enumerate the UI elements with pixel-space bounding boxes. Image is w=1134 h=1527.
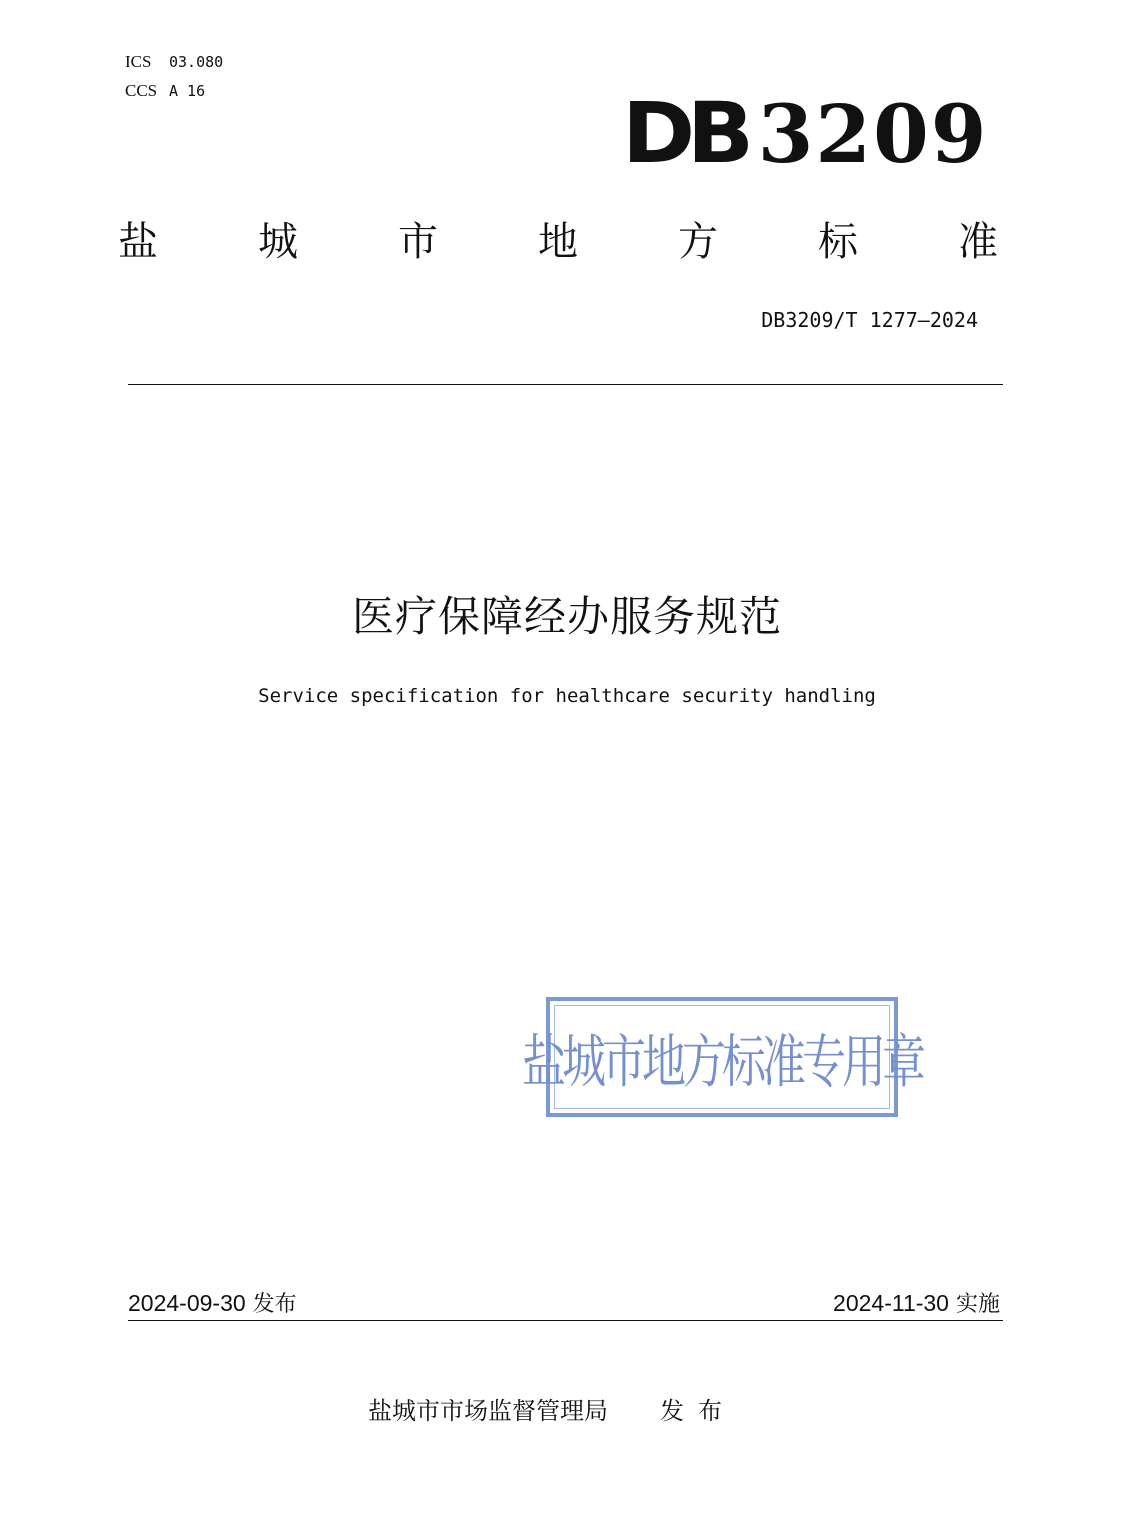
top-divider [128, 384, 1003, 385]
document-title-english: Service specification for healthcare security handling [258, 685, 876, 707]
stamp-text: 盐城市地方标准专用章 [522, 1029, 922, 1096]
bottom-divider [128, 1320, 1003, 1321]
publish-label: 发布 [252, 1292, 297, 1317]
standard-type-char: 准 [958, 219, 998, 265]
standard-mark [622, 84, 989, 182]
implement-date-line [833, 1288, 1000, 1320]
implement-date: 2024-11-30 [833, 1290, 949, 1316]
ccs-line [125, 81, 205, 101]
standard-type-char: 城 [258, 219, 298, 265]
issuer-action: 发布 [660, 1397, 736, 1425]
standard-type-char: 标 [818, 219, 858, 265]
issuer-name: 盐城市市场监督管理局 [368, 1397, 608, 1425]
standard-type-heading [118, 214, 998, 270]
standard-mark-number: 3209 [757, 87, 989, 181]
document-title-chinese: 医疗保障经办服务规范 [351, 592, 782, 641]
ics-value: 03.080 [169, 53, 224, 71]
standard-type-char: 方 [678, 219, 718, 265]
standard-type-char: 地 [538, 219, 578, 265]
standard-type-char: 市 [398, 219, 438, 265]
official-seal-stamp [522, 997, 922, 1117]
standard-type-char: 盐 [118, 219, 158, 265]
ics-label: ICS [125, 52, 152, 71]
publish-date-line [128, 1288, 297, 1320]
ccs-label: CCS [125, 81, 158, 100]
standard-mark-prefix: DB [622, 84, 746, 182]
implement-label: 实施 [955, 1292, 1000, 1317]
ics-line [125, 52, 223, 72]
ccs-value: A 16 [169, 82, 206, 100]
publish-date: 2024-09-30 [128, 1290, 246, 1316]
standard-code: DB3209/T 1277—2024 [761, 308, 978, 332]
issuer-line [0, 1395, 1104, 1427]
